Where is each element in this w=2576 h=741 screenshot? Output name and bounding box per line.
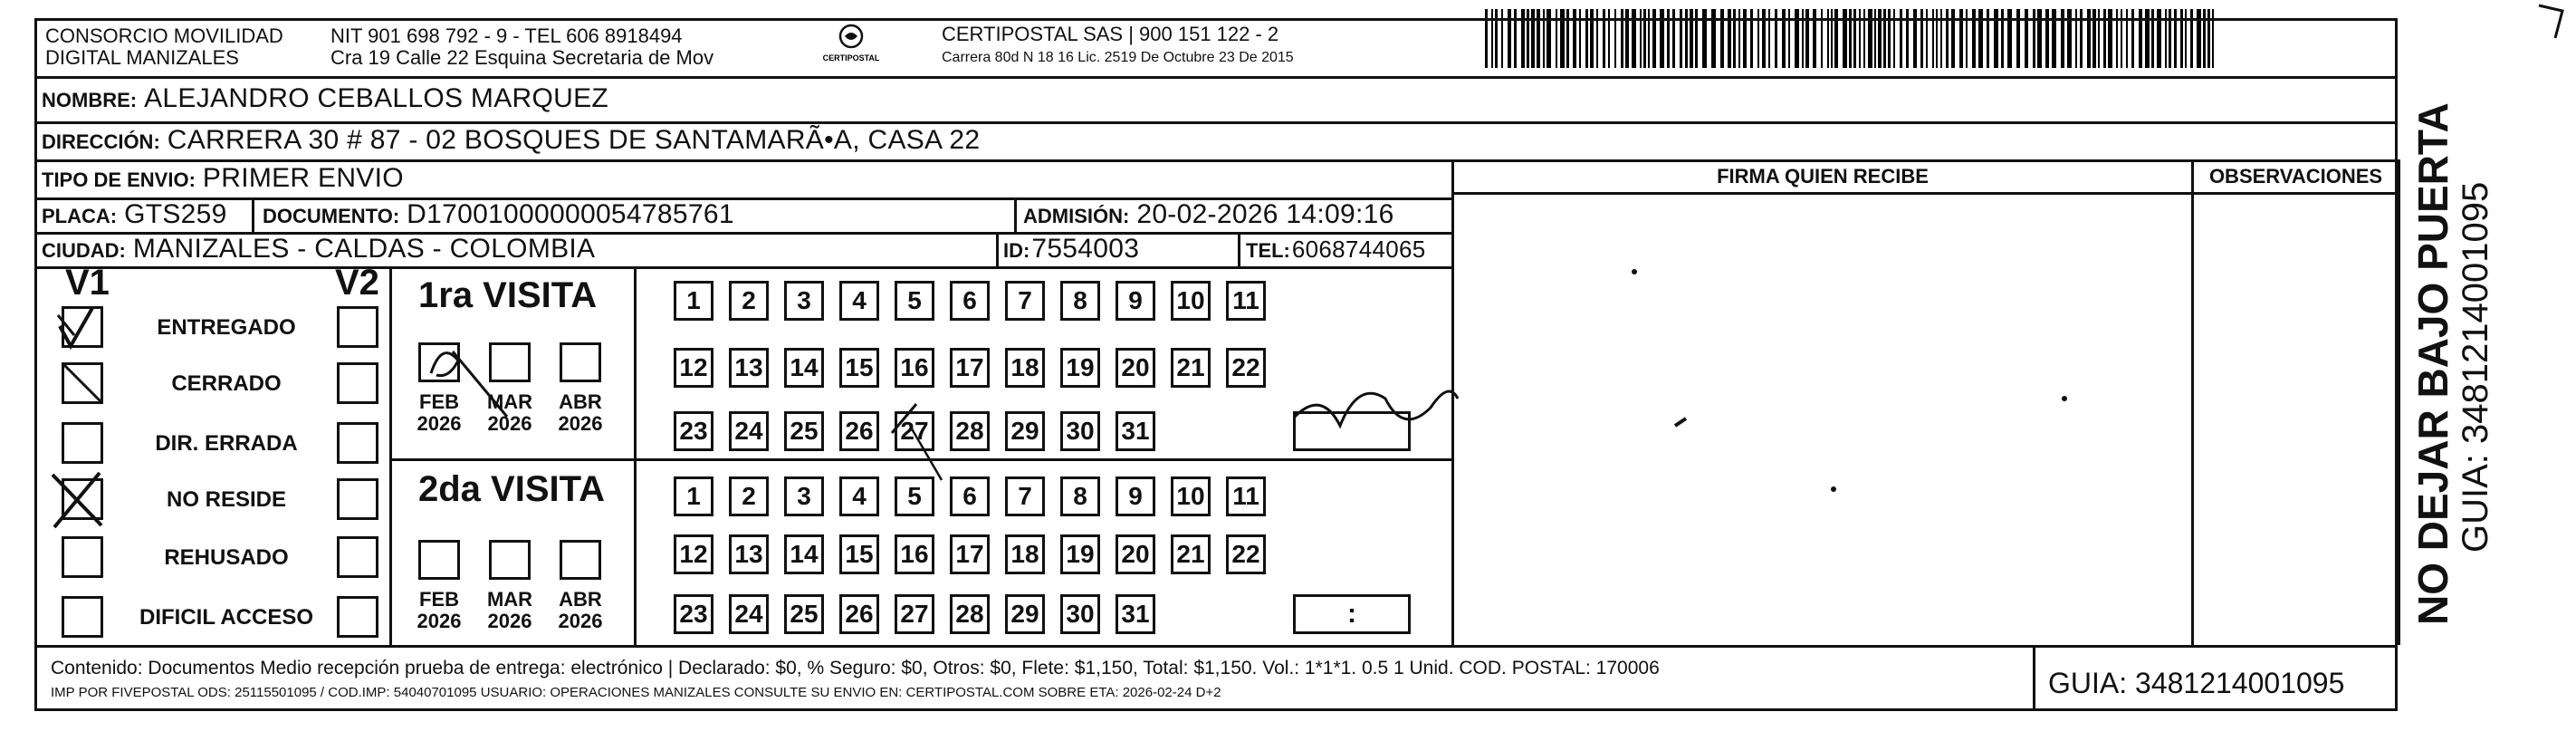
direccion-value: CARRERA 30 # 87 - 02 BOSQUES DE SANTAMARÃ•A, CASA 22	[167, 125, 981, 155]
documento-label: DOCUMENTO:	[263, 205, 400, 227]
day-checkbox[interactable]: 24	[729, 594, 769, 634]
ciudad-label: CIUDAD:	[42, 239, 126, 262]
day-checkbox[interactable]: 2	[729, 281, 769, 321]
company-nit-line1: NIT 901 698 792 - 9 - TEL 606 8918494	[330, 24, 683, 47]
tel-value: 6068744065	[1291, 236, 1426, 263]
id-label: ID:	[1003, 239, 1030, 262]
tipo-envio-label: TIPO DE ENVIO:	[42, 168, 196, 191]
day-checkbox[interactable]: 11	[1226, 476, 1266, 516]
day-checkbox[interactable]: 6	[950, 281, 990, 321]
month-checkbox[interactable]	[560, 342, 601, 382]
day-checkbox[interactable]: 15	[839, 534, 879, 574]
day-checkbox[interactable]: 21	[1171, 348, 1211, 388]
day-checkbox[interactable]: 4	[839, 281, 879, 321]
day-checkbox[interactable]: 10	[1171, 281, 1211, 321]
day-checkbox[interactable]: 16	[895, 348, 934, 388]
day-checkbox[interactable]: 1	[674, 281, 713, 321]
visit2-time-box[interactable]: :	[1293, 594, 1411, 634]
day-checkbox[interactable]: 12	[674, 534, 713, 574]
day-checkbox[interactable]: 3	[784, 476, 824, 516]
day-checkbox[interactable]: 25	[784, 411, 824, 451]
day-checkbox[interactable]: 23	[674, 411, 713, 451]
footer-guia: GUIA: 3481214001095	[2048, 667, 2345, 699]
corner-mark	[2535, 2, 2575, 47]
day-checkbox[interactable]: 11	[1226, 281, 1266, 321]
month-checkbox[interactable]	[489, 540, 531, 580]
courier-line2: Carrera 80d N 18 16 Lic. 2519 De Octubre 23 De 2015	[942, 50, 1294, 65]
day-checkbox[interactable]: 19	[1060, 534, 1100, 574]
status-label: DIFICIL ACCESO	[139, 605, 313, 630]
status-label: DIR. ERRADA	[155, 431, 298, 456]
company-address-line: Cra 19 Calle 22 Esquina Secretaria de Mov	[330, 46, 714, 69]
day-checkbox[interactable]: 4	[839, 476, 879, 516]
day-checkbox[interactable]: 14	[784, 534, 824, 574]
admision-label: ADMISIÓN:	[1023, 205, 1130, 227]
footer-contents: Contenido: Documentos Medio recepción prueba de entrega: electrónico | Declarado: $0, % Seguro: $0, Otros: $0, Flete: $1,150, Total: $1,150. Vol.: 1*1*1. 0.5 1 Unid. COD. POSTAL: 170006	[51, 658, 1660, 678]
day-checkbox[interactable]: 29	[1005, 411, 1045, 451]
day-checkbox[interactable]: 21	[1171, 534, 1211, 574]
visit2-title: 2da VISITA	[418, 469, 605, 509]
day-checkbox[interactable]: 13	[729, 348, 769, 388]
visit1-title: 1ra VISITA	[418, 275, 598, 315]
month-year: 2026	[487, 412, 532, 435]
direccion-label: DIRECCIÓN:	[42, 130, 160, 153]
day-checkbox[interactable]: 20	[1116, 534, 1155, 574]
status-label: NO RESIDE	[166, 487, 287, 512]
day-checkbox[interactable]: 31	[1116, 594, 1155, 634]
day-checkbox[interactable]: 15	[839, 348, 879, 388]
month-year: 2026	[487, 610, 532, 632]
visit1-time-box[interactable]	[1293, 411, 1411, 451]
admision-value: 20-02-2026 14:09:16	[1136, 199, 1394, 229]
month-name: MAR	[486, 390, 533, 413]
id-value: 7554003	[1031, 234, 1140, 264]
company-name-line2: DIGITAL MANIZALES	[45, 46, 239, 69]
day-checkbox[interactable]: 30	[1060, 594, 1100, 634]
month-year: 2026	[558, 412, 603, 435]
placa-value: GTS259	[124, 199, 227, 229]
day-checkbox[interactable]: 13	[729, 534, 769, 574]
company-name-line1: CONSORCIO MOVILIDAD	[45, 24, 283, 47]
day-checkbox[interactable]: 23	[674, 594, 713, 634]
month-name: MAR	[486, 588, 533, 611]
placa-label: PLACA:	[42, 205, 118, 227]
day-checkbox[interactable]: 28	[950, 411, 990, 451]
day-checkbox[interactable]: 3	[784, 281, 824, 321]
day-checkbox[interactable]: 28	[950, 594, 990, 634]
day-checkbox[interactable]: 25	[784, 594, 824, 634]
day-checkbox[interactable]: 20	[1116, 348, 1155, 388]
footer-imp: IMP POR FIVEPOSTAL ODS: 25115501095 / COD.IMP: 54040701095 USUARIO: OPERACIONES MANIZALES CONSULTE SU ENVIO EN: CERTIPOSTAL.COM SOBRE ETA: 2026-02-24 D+2	[51, 685, 1221, 700]
logo-text: CERTIPOSTAL	[822, 53, 880, 63]
month-checkbox[interactable]	[489, 342, 531, 382]
day-checkbox[interactable]: 26	[839, 411, 879, 451]
documento-value: D17001000000054785761	[407, 199, 734, 229]
firma-header: FIRMA QUIEN RECIBE	[1717, 165, 1929, 188]
day-checkbox[interactable]: 17	[950, 348, 990, 388]
day-checkbox[interactable]: 7	[1005, 476, 1045, 516]
tipo-envio-value: PRIMER ENVIO	[202, 163, 404, 193]
day-checkbox[interactable]: 30	[1060, 411, 1100, 451]
day-checkbox[interactable]: 9	[1116, 281, 1155, 321]
month-year: 2026	[558, 610, 603, 632]
day-checkbox[interactable]: 14	[784, 348, 824, 388]
day-checkbox[interactable]: 18	[1005, 534, 1045, 574]
day-checkbox[interactable]: 22	[1226, 348, 1266, 388]
month-name: ABR	[559, 588, 602, 611]
v2-label: V2	[335, 263, 379, 303]
day-checkbox[interactable]: 2	[729, 476, 769, 516]
month-checkbox[interactable]	[418, 540, 460, 580]
day-checkbox[interactable]: 1	[674, 476, 713, 516]
day-checkbox[interactable]: 8	[1060, 281, 1100, 321]
day-checkbox[interactable]: 31	[1116, 411, 1155, 451]
month-name: FEB	[419, 390, 459, 413]
v1-label: V1	[65, 263, 110, 303]
day-checkbox[interactable]: 27	[895, 411, 934, 451]
month-year: 2026	[417, 610, 462, 632]
courier-line1: CERTIPOSTAL SAS | 900 151 122 - 2	[942, 23, 1279, 45]
tel-label: TEL:	[1246, 239, 1290, 262]
side-guia: GUIA: 3481214001095	[2456, 181, 2495, 553]
no-dejar-bajo-puerta: NO DEJAR BAJO PUERTA	[2409, 102, 2456, 625]
nombre-label: NOMBRE:	[42, 89, 138, 111]
month-name: FEB	[419, 588, 459, 611]
day-checkbox[interactable]: 12	[674, 348, 713, 388]
month-year: 2026	[417, 412, 462, 435]
ciudad-value: MANIZALES - CALDAS - COLOMBIA	[132, 234, 596, 264]
status-label: REHUSADO	[164, 545, 289, 570]
day-checkbox[interactable]: 7	[1005, 281, 1045, 321]
status-label: ENTREGADO	[157, 315, 296, 340]
month-checkbox[interactable]	[560, 540, 601, 580]
day-checkbox[interactable]: 8	[1060, 476, 1100, 516]
day-checkbox[interactable]: 16	[895, 534, 934, 574]
day-checkbox[interactable]: 5	[895, 281, 934, 321]
day-checkbox[interactable]: 26	[839, 594, 879, 634]
day-checkbox[interactable]: 5	[895, 476, 934, 516]
day-checkbox[interactable]: 24	[729, 411, 769, 451]
status-label: CERRADO	[171, 371, 282, 396]
nombre-value: ALEJANDRO CEBALLOS MARQUEZ	[144, 83, 609, 113]
day-checkbox[interactable]: 10	[1171, 476, 1211, 516]
day-checkbox[interactable]: 18	[1005, 348, 1045, 388]
day-checkbox[interactable]: 19	[1060, 348, 1100, 388]
month-name: ABR	[559, 390, 602, 413]
day-checkbox[interactable]: 29	[1005, 594, 1045, 634]
day-checkbox[interactable]: 9	[1116, 476, 1155, 516]
day-checkbox[interactable]: 6	[950, 476, 990, 516]
day-checkbox[interactable]: 27	[895, 594, 934, 634]
observaciones-header: OBSERVACIONES	[2208, 165, 2383, 188]
day-checkbox[interactable]: 22	[1226, 534, 1266, 574]
day-checkbox[interactable]: 17	[950, 534, 990, 574]
month-checkbox[interactable]	[418, 342, 460, 382]
